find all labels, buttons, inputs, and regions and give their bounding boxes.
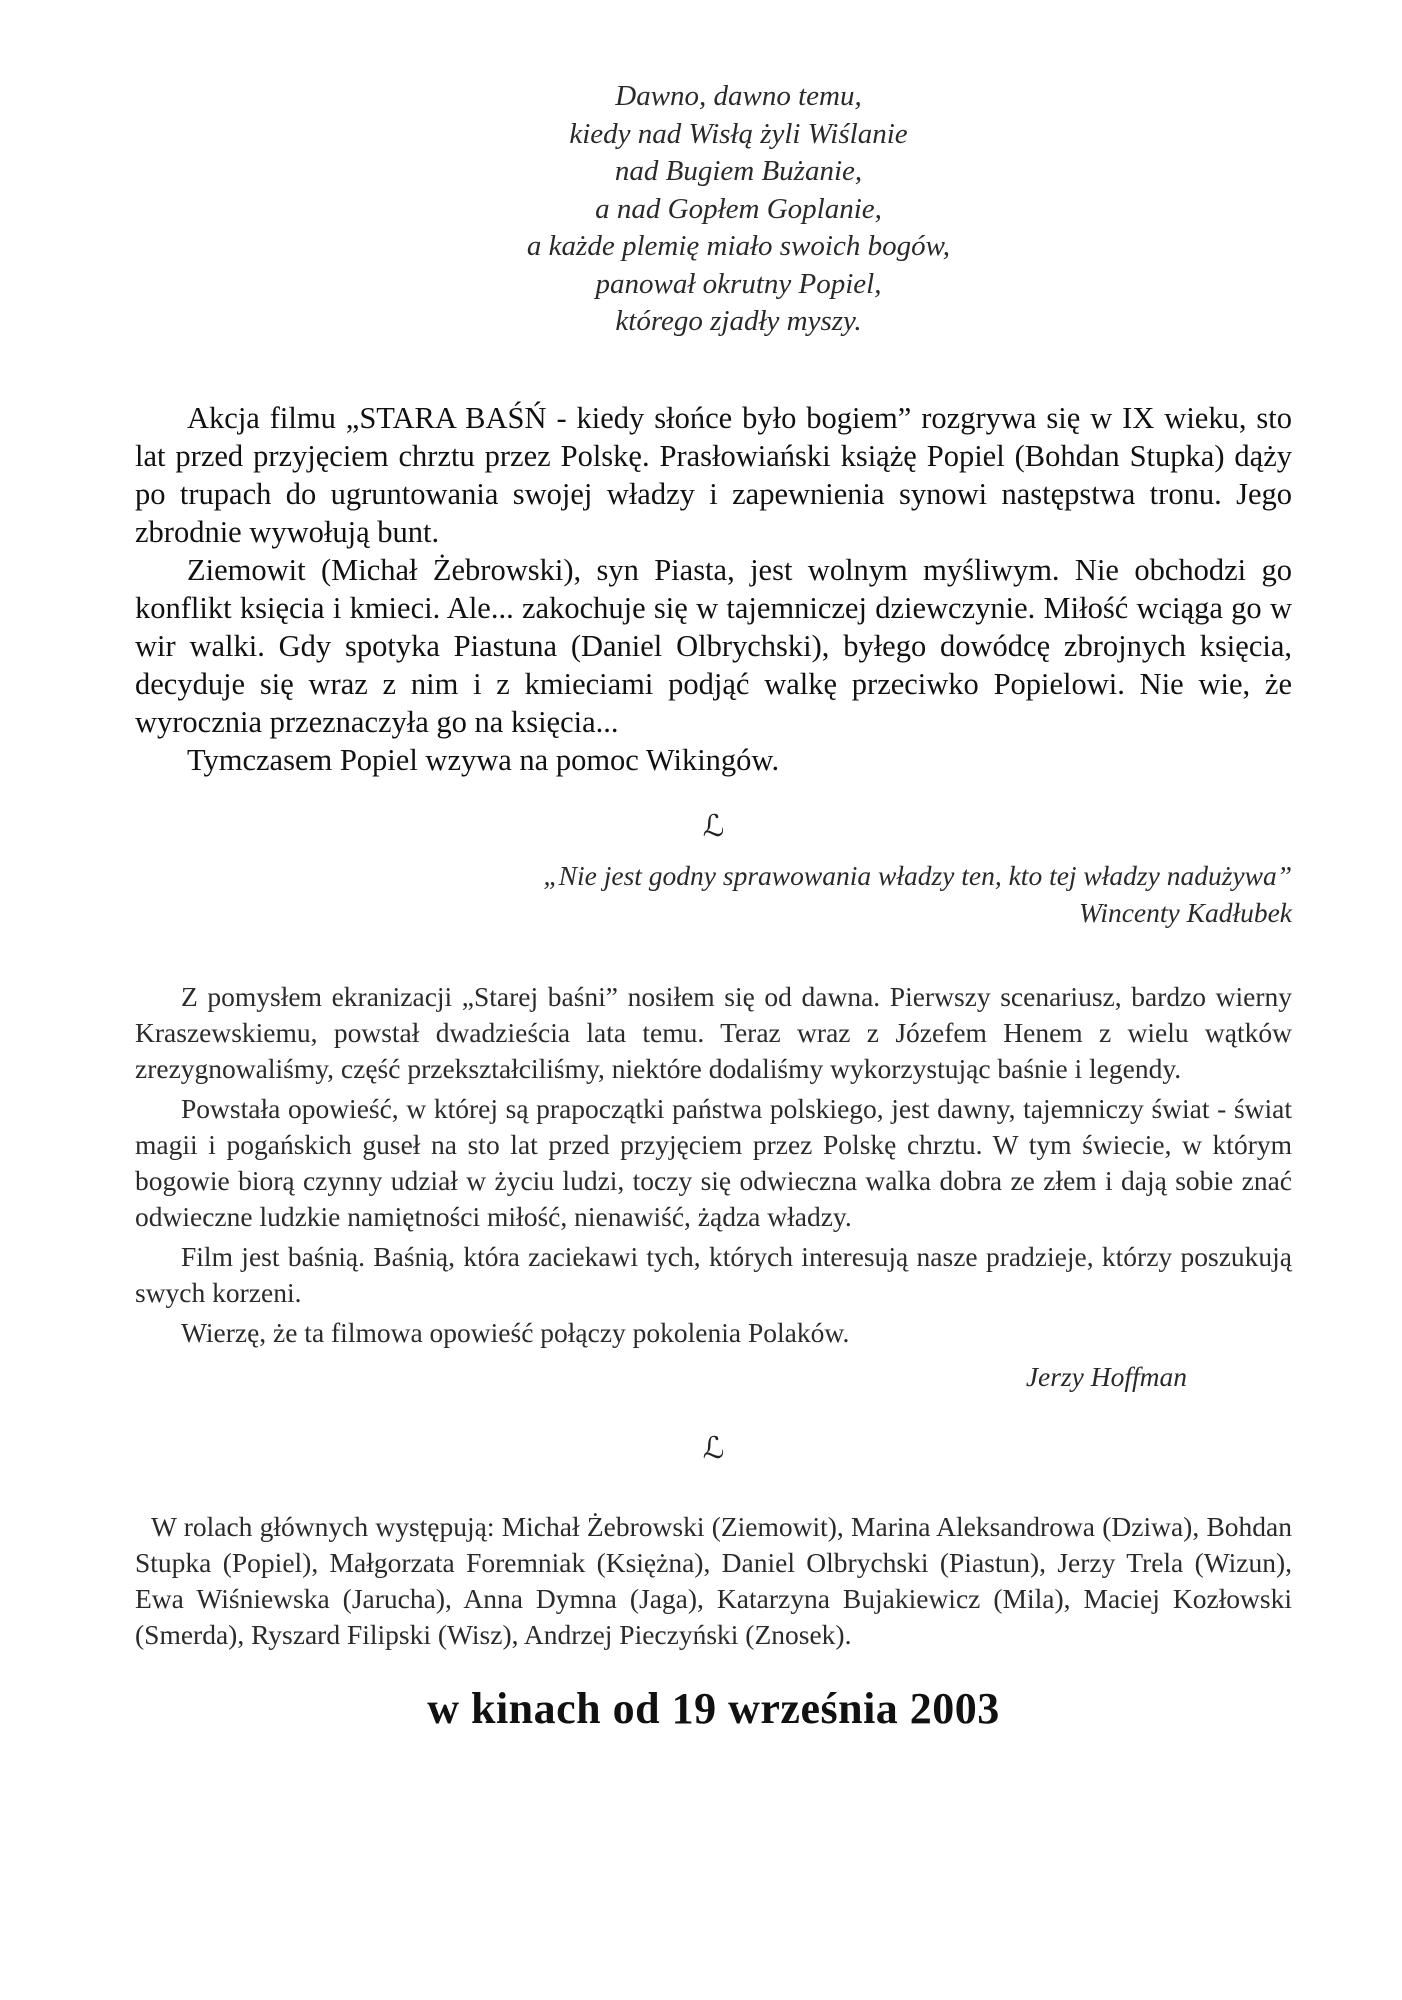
- synopsis-paragraph: Akcja filmu „STARA BAŚŃ - kiedy słońce było bogiem” rozgrywa się w IX wieku, sto lat przed przyjęciem chrztu przez Polskę. Prasłowiański książę Popiel (Bohdan Stupka) dąży po trupach do ugruntowania swojej władzy i zapewnienia synowi następstwa tronu. Jego zbrodnie wywołują bunt.: [135, 400, 1292, 549]
- epigraph-author: Wincenty Kadłubek: [1078, 896, 1292, 928]
- synopsis-paragraph: Tymczasem Popiel wzywa na pomoc Wikingów.: [187, 742, 780, 777]
- director-signature: Jerzy Hoffman: [1025, 1360, 1187, 1392]
- release-date-banner: w kinach od 19 września 2003: [427, 1683, 1000, 1733]
- statement-paragraph: Film jest baśnią. Baśnią, która zaciekawi tych, których interesują nasze pradzieje, którzy poszukują swych korzeni.: [135, 1240, 1292, 1308]
- statement-paragraph: Powstała opowieść, w której są prapoczątki państwa polskiego, jest dawny, tajemniczy świat - świat magii i pogańskich guseł na sto lat przed przyjęciem przez Polskę chrztu. W tym świecie, w którym bogowie biorą czynny udział w życiu ludzi, toczy się odwieczna walka dobra ze złem i dają sobie znać odwieczne ludzkie namiętności miłość, nienawiść, żądza władzy.: [135, 1092, 1292, 1232]
- poem-line: kiedy nad Wisłą żyli Wiślanie: [569, 117, 908, 150]
- poem-line: a nad Gopłem Goplanie,: [595, 192, 882, 225]
- cast-paragraph: W rolach głównych występują: Michał Żebrowski (Ziemowit), Marina Aleksandrowa (Dziwa), Bohdan Stupka (Popiel), Małgorzata Foremniak (Księżna), Daniel Olbrychski (Piastun), Jerzy Trela (Wizun), Ewa Wiśniewska (Jarucha), Anna Dymna (Jaga), Katarzyna Bujakiewicz (Mila), Maciej Kozłowski (Smerda), Ryszard Filipski (Wisz), Andrzej Pieczyński (Znosek).: [135, 1510, 1292, 1650]
- epigraph: [135, 857, 1292, 931]
- poem-line: Dawno, dawno temu,: [615, 80, 862, 112]
- epigraph-text: „Nie jest godny sprawowania władzy ten, kto tej władzy nadużywa”: [543, 859, 1292, 891]
- synopsis-paragraph: Ziemowit (Michał Żebrowski), syn Piasta, jest wolnym myśliwym. Nie obchodzi go konflikt księcia i kmieci. Ale... zakochuje się w tajemniczej dziewczynie. Miłość wciąga go w wir walki. Gdy spotyka Piastuna (Daniel Olbrychski), byłego dowódcę zbrojnych księcia, decyduje się wraz z nim i z kmieciami podjąć walkę przeciwko Popielowi. Nie wie, że wyrocznia przeznaczyła go na księcia...: [135, 552, 1292, 739]
- opening-poem: [135, 78, 1292, 341]
- ornament-divider-icon: ℒ: [702, 1431, 725, 1465]
- director-statement: [135, 979, 1292, 1351]
- film-synopsis: [135, 399, 1292, 779]
- poem-line: nad Bugiem Bużanie,: [614, 155, 863, 187]
- ornament-divider-icon: ℒ: [702, 809, 725, 843]
- statement-paragraph: Wierzę, że ta filmowa opowieść połączy pokolenia Polaków.: [181, 1316, 850, 1348]
- cast-list: [135, 1509, 1292, 1653]
- poem-line: a każde plemię miało swoich bogów,: [526, 230, 951, 262]
- poem-line: panował okrutny Popiel,: [595, 267, 882, 300]
- statement-paragraph: Z pomysłem ekranizacji „Starej baśni” nosiłem się od dawna. Pierwszy scenariusz, bardzo wierny Kraszewskiemu, powstał dwadzieścia lata temu. Teraz wraz z Józefem Henem z wielu wątków zrezygnowaliśmy, część przekształciliśmy, niektóre dodaliśmy wykorzystując baśnie i legendy.: [135, 980, 1292, 1084]
- poem-line: którego zjadły myszy.: [615, 305, 862, 337]
